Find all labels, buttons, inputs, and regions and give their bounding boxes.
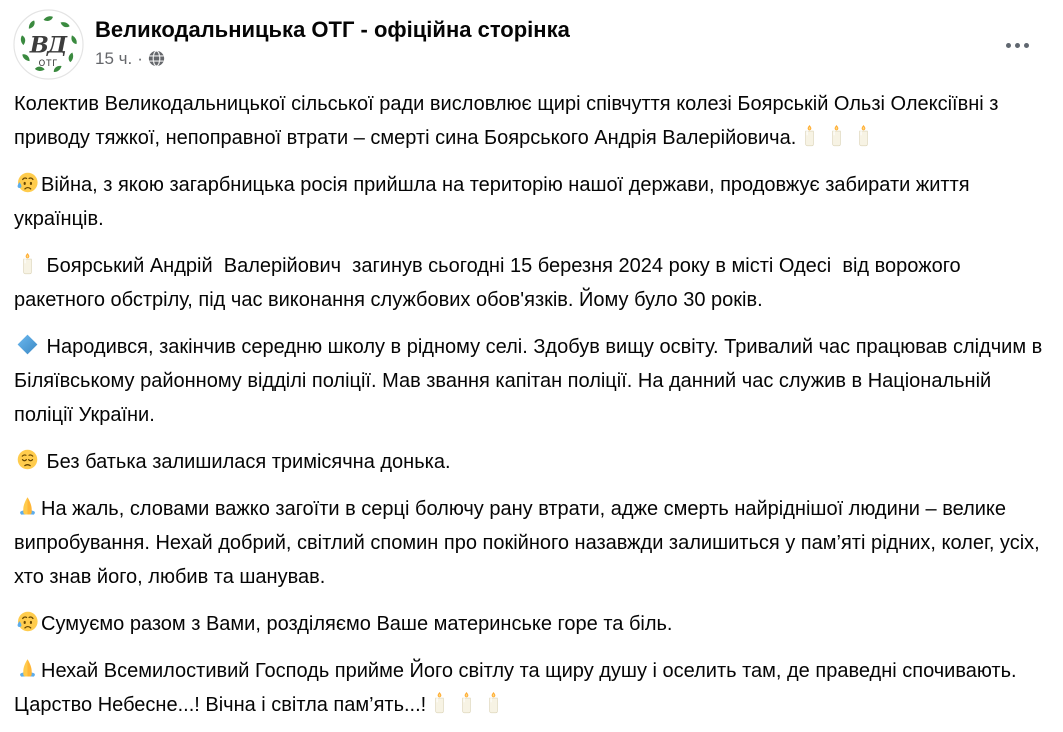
post-paragraph: Боярський Андрій Валерійович загинув сьогодні 15 березня 2024 року в місті Одесі від ворожого ракетного обстрілу, під час виконання службових обов'язків. Йому було 30 років. <box>14 249 1049 317</box>
post-options-button[interactable] <box>995 30 1039 60</box>
post-paragraph: Сумуємо разом з Вами, розділяємо Ваше материнське горе та біль. <box>14 607 1049 641</box>
globe-icon <box>148 50 165 67</box>
candle-icon <box>825 124 848 147</box>
post-content <box>0 80 1063 722</box>
candle-icon <box>16 252 39 275</box>
post-paragraph: Народився, закінчив середню школу в рідному селі. Здобув вищу освіту. Тривалий час працював слідчим в Біляївському районному відділі поліції. Мав звання капітан поліції. На данний час служив в Національній поліції України. <box>14 330 1049 432</box>
post-header <box>0 0 1063 80</box>
post-paragraph: Війна, з якою загарбницька росія прийшла на територію нашої держави, продовжує забирати життя українців. <box>14 168 1049 236</box>
post-meta <box>95 49 570 69</box>
sad-tear-face-icon <box>16 610 39 633</box>
candle-icon <box>482 691 505 714</box>
post-paragraph: Без батька залишилася тримісячна донька. <box>14 445 1049 479</box>
avatar-sub: ОТГ <box>38 58 59 69</box>
page-name-link[interactable]: Великодальницька ОТГ - офіційна сторінка <box>95 17 570 42</box>
post-paragraph: Нехай Всемилостивий Господь прийме Його світлу та щиру душу і оселить там, де праведні спочивають. Царство Небесне...! Вічна і світла пам’ять...! <box>14 654 1049 722</box>
timestamp-link[interactable]: 15 ч. <box>95 48 133 68</box>
page-avatar[interactable] <box>13 9 84 80</box>
blue-diamond-icon <box>16 333 39 356</box>
praying-hands-icon <box>16 657 39 680</box>
candle-icon <box>428 691 451 714</box>
candle-icon <box>455 691 478 714</box>
candle-icon <box>798 124 821 147</box>
post-paragraph: На жаль, словами важко загоїти в серці болючу рану втрати, адже смерть найріднішої людини – велике випробування. Нехай добрий, світлий спомин про покійного назавжди залишиться у пам’яті рідних, колег, усіх, хто знав його, любив та шанував. <box>14 492 1049 594</box>
praying-hands-icon <box>16 495 39 518</box>
wreath-logo-icon <box>13 9 84 80</box>
sad-tear-face-icon <box>16 171 39 194</box>
avatar-letters: ВД <box>29 32 66 59</box>
ellipsis-icon <box>1006 43 1011 48</box>
pensive-face-icon <box>16 448 39 471</box>
header-text <box>95 9 570 69</box>
post-paragraph: Колектив Великодальницької сільської ради висловлює щирі співчуття колезі Боярській Ользі Олексіївні з приводу тяжкої, непоправної втрати – смерті сина Боярського Андрія Валерійовича. <box>14 93 1005 149</box>
candle-icon <box>852 124 875 147</box>
meta-separator: · <box>137 48 143 68</box>
